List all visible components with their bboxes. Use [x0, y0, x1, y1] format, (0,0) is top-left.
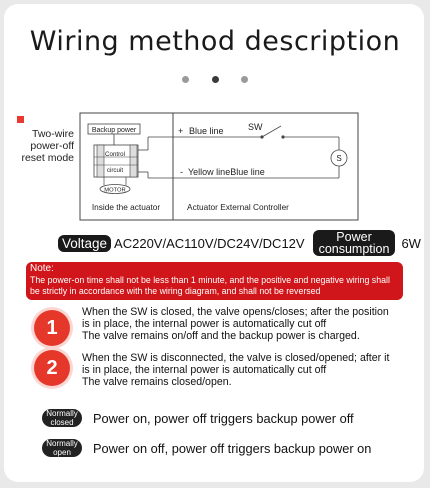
control-circuit-label-2: circuit [106, 167, 124, 174]
switch-label: SW [248, 122, 263, 132]
badge-1-line-1: Normally [46, 409, 78, 418]
step-1-line-3: The valve remains on/off and the backup power is charged. [82, 330, 360, 342]
badge-2-line-2: open [53, 447, 71, 457]
normally-open-text: Power on off, power off triggers backup power on [93, 441, 372, 456]
voltage-badge: Voltage [58, 235, 111, 252]
normally-closed-badge [42, 409, 82, 427]
page-title: Wiring method description [29, 26, 401, 57]
badge-1-line-2: closed [50, 417, 74, 427]
warning-note [26, 262, 403, 300]
step-1-line-1: When the SW is closed, the valve opens/closes; after the position [82, 306, 389, 318]
note-title: Note: [30, 263, 54, 274]
normally-open-badge [42, 439, 82, 457]
blue-line-label: Blue line [189, 126, 224, 136]
power-label-2: consumption [318, 242, 390, 256]
plus-sign: + [178, 126, 184, 136]
inside-actuator-label: Inside the actuator [91, 202, 161, 212]
control-circuit-label-1: Control [105, 151, 125, 158]
step-2-number: 2 [34, 350, 70, 386]
external-controller-label: Actuator External Controller [187, 202, 289, 212]
power-consumption-badge [313, 230, 396, 256]
yellow-line-label: Yellow lineBlue line [188, 167, 265, 177]
step-1-number: 1 [34, 310, 70, 346]
badge-2-line-1: Normally [46, 439, 78, 448]
normally-closed-text: Power on, power off triggers backup power off [93, 411, 354, 426]
board-contact-right [130, 145, 137, 177]
power-source-label: S [336, 154, 342, 163]
step-2-text [82, 352, 402, 388]
backup-power-label: Backup power [91, 127, 137, 134]
wiring-mode-label: Two-wire power-off reset mode [21, 128, 74, 164]
step-1-text [82, 306, 402, 342]
step-2-line-1: When the SW is disconnected, the valve is closed/opened; after it [82, 352, 390, 364]
motor-label: MOTOR [104, 187, 126, 194]
note-body: The power-on time shall not be less than 1 minute, and the positive and negative wiring shall be strictly in accordance with the wiring diagram, and shall not be reversed [30, 275, 390, 296]
step-1-line-2: is in place, the internal power is automatically cut off [82, 318, 327, 330]
spec-row [58, 232, 421, 254]
power-label-1: Power [336, 230, 372, 244]
power-value: 6W [401, 235, 421, 251]
wiring-diagram [0, 0, 430, 240]
step-2-line-3: The valve remains closed/open. [82, 376, 232, 388]
minus-sign: - [180, 167, 183, 177]
step-2-line-2: is in place, the internal power is automatically cut off [82, 364, 327, 376]
switch-lever [262, 126, 281, 137]
voltage-value: AC220V/AC110V/DC24V/DC12V [114, 235, 305, 251]
board-contact-left [97, 145, 104, 177]
